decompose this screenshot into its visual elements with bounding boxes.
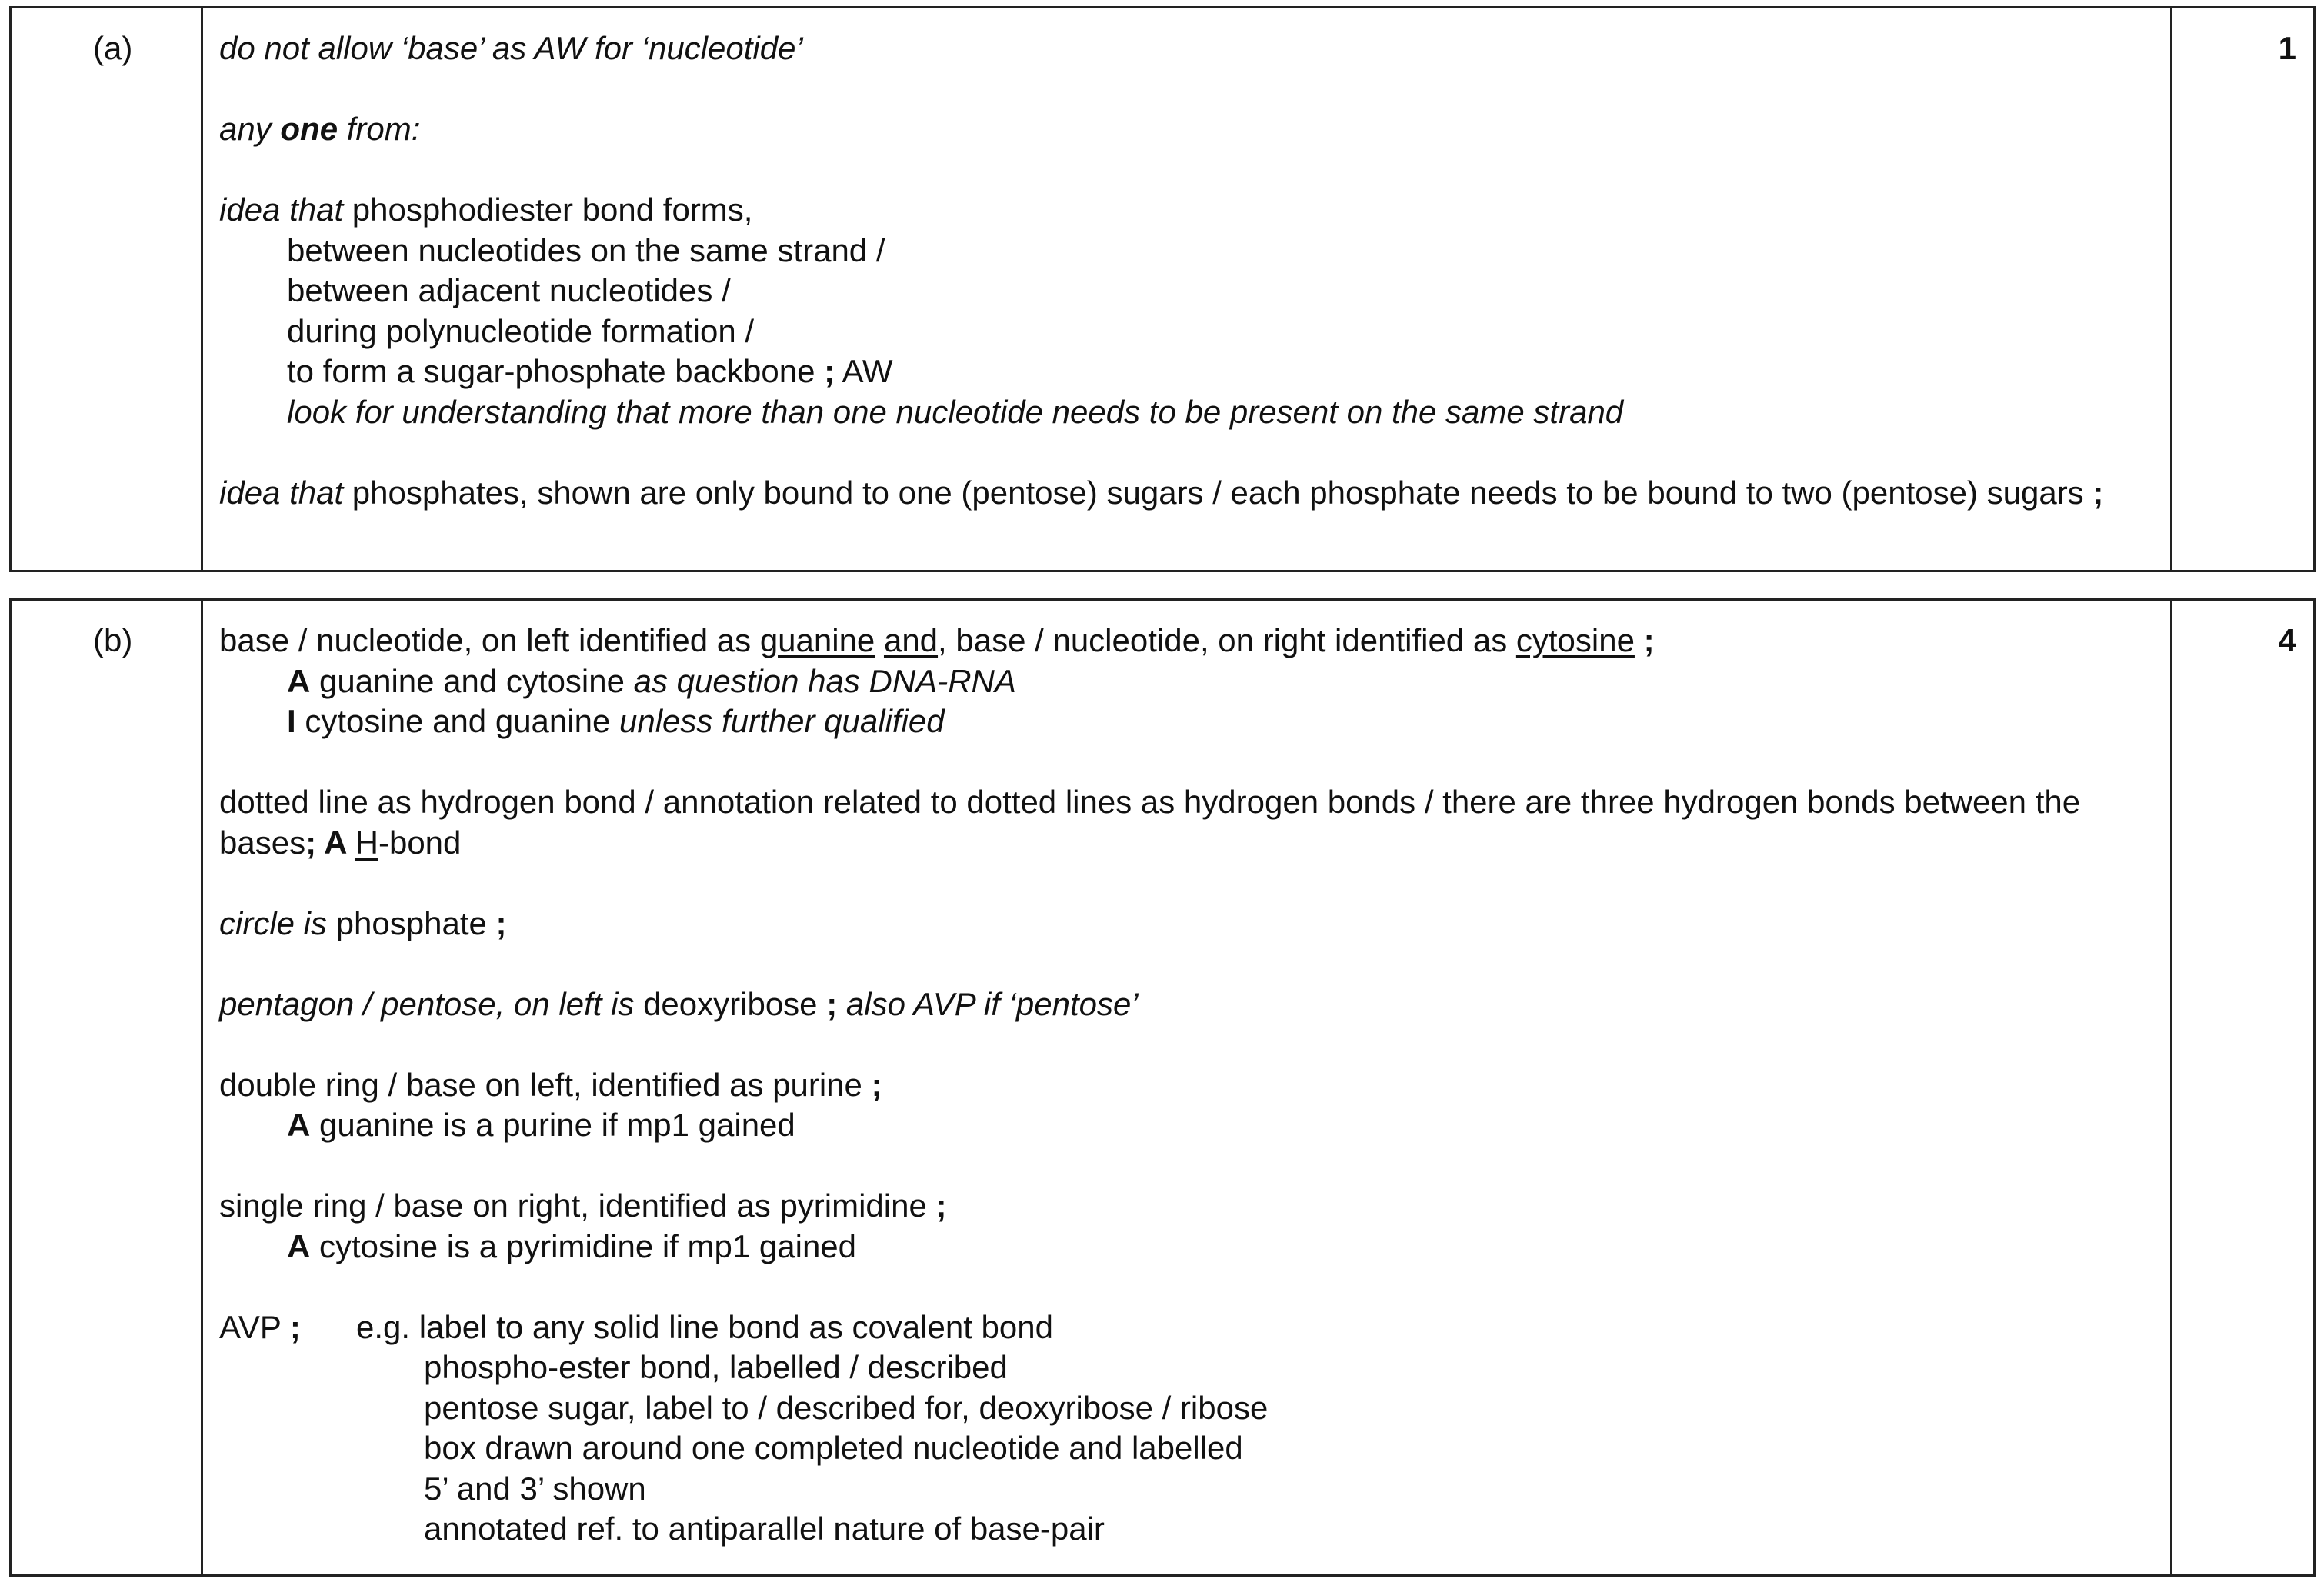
avp-marking-point: AVP ; e.g. label to any solid line bond as covalent bond — [219, 1308, 1053, 1345]
marking-point: base / nucleotide, on left identified as guanine and, base / nucleotide, on right identified as cytosine ; — [219, 622, 1655, 658]
marking-point: idea that phosphodiester bond forms, — [219, 192, 753, 228]
marks-value: 4 — [2278, 622, 2296, 658]
avp-example: box drawn around one completed nucleotide and labelled — [424, 1430, 1243, 1466]
mark-scheme-row-b — [9, 598, 2316, 1577]
marking-sub-point: to form a sugar-phosphate backbone ; AW — [287, 353, 893, 389]
question-label: (b) — [93, 622, 133, 658]
ignore-note: I cytosine and guanine unless further qualified — [287, 703, 945, 739]
marking-point: double ring / base on left, identified as purine ; — [219, 1066, 882, 1103]
answer-cell — [219, 621, 2158, 1550]
mark-scheme-row-a — [9, 6, 2316, 572]
avp-example: phospho-ester bond, labelled / described — [424, 1349, 1008, 1385]
column-divider — [201, 8, 203, 570]
marking-point: dotted line as hydrogen bond / annotation related to dotted lines as hydrogen bonds / there are three hydrogen bonds between the bases; A H-bond — [219, 784, 2081, 861]
marking-point: single ring / base on right, identified as pyrimidine ; — [219, 1187, 947, 1224]
marking-point: pentagon / pentose, on left is deoxyribose ; also AVP if ‘pentose’ — [219, 985, 1139, 1022]
guidance-note: look for understanding that more than one nucleotide needs to be present on the same strand — [287, 393, 1624, 430]
accept-note: A cytosine is a pyrimidine if mp1 gained — [287, 1227, 857, 1264]
marking-sub-point: between adjacent nucleotides / — [287, 272, 731, 308]
marking-sub-point: between nucleotides on the same strand / — [287, 231, 885, 268]
marking-sub-point: during polynucleotide formation / — [287, 312, 755, 349]
question-label: (a) — [93, 30, 133, 66]
avp-example: annotated ref. to antiparallel nature of base-pair — [424, 1510, 1105, 1547]
accept-note: A guanine and cytosine as question has DNA-RNA — [287, 662, 1016, 699]
guidance-note: do not allow ‘base’ as AW for ‘nucleotide’ — [219, 30, 803, 66]
column-divider — [2170, 8, 2172, 570]
marking-point: idea that phosphates, shown are only bound to one (pentose) sugars / each phosphate needs to be bound to two (pentose) sugars ; — [219, 474, 2104, 511]
accept-note: A guanine is a purine if mp1 gained — [287, 1107, 795, 1143]
answer-cell — [219, 28, 2158, 513]
avp-example: pentose sugar, label to / described for, deoxyribose / ribose — [424, 1389, 1269, 1426]
column-divider — [2170, 601, 2172, 1574]
avp-example: 5’ and 3’ shown — [424, 1470, 646, 1507]
marking-point: circle is phosphate ; — [219, 904, 507, 941]
marks-value: 1 — [2278, 30, 2296, 66]
column-divider — [201, 601, 203, 1574]
instruction-line: any one from: — [219, 111, 421, 147]
